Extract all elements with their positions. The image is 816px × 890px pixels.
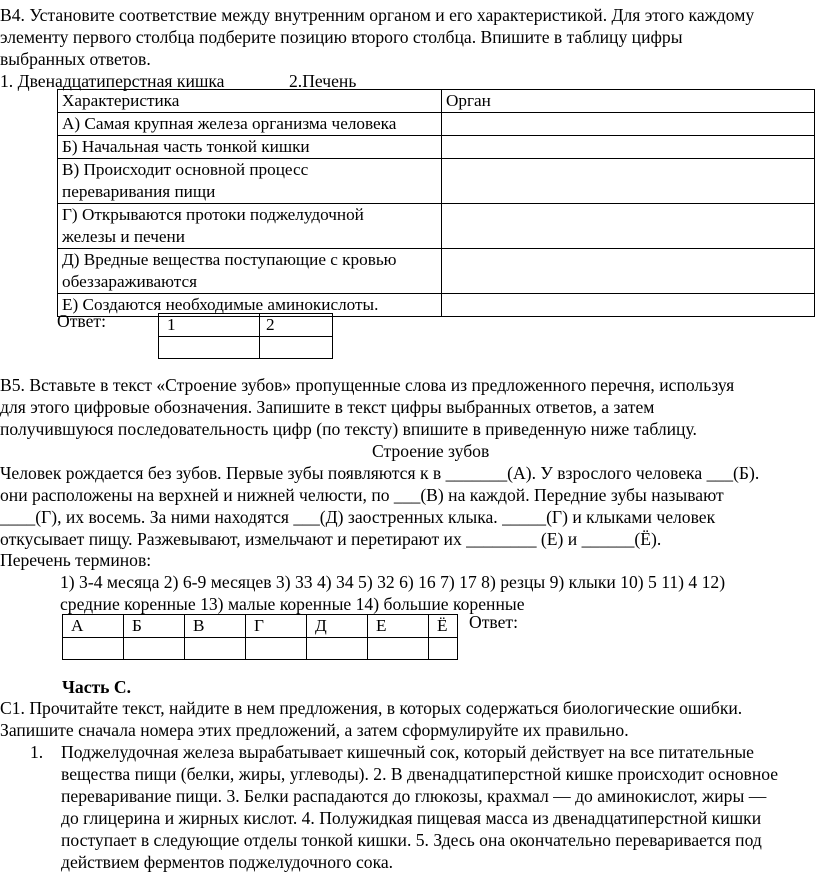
c1-line-1: С1. Прочитайте текст, найдите в нем предложения, в которых содержаться биологические ошибки. bbox=[0, 698, 743, 718]
table-row bbox=[58, 159, 815, 204]
c1-item-line-6: действием ферментов поджелудочного сока. bbox=[61, 852, 394, 872]
answer-cell[interactable] bbox=[246, 638, 307, 660]
table-row bbox=[58, 136, 815, 159]
answer-header-2: 2 bbox=[260, 314, 333, 337]
organ-answer-cell[interactable] bbox=[442, 294, 815, 317]
table-cell: Е) Создаются необходимые аминокислоты. bbox=[58, 294, 442, 317]
table-header-row bbox=[58, 90, 815, 113]
c1-item-line-2: вещества пищи (белки, жиры, углеводы). 2. В двенадцатиперстной кишке происходит основное bbox=[61, 764, 779, 784]
table-row bbox=[58, 249, 815, 294]
c1-item-line-3: переваривание пищи. 3. Белки распадаются до глюкозы, крахмал — до аминокислот, жиры — bbox=[61, 786, 767, 806]
b4-option-2: 2.Печень bbox=[289, 71, 357, 91]
table-row bbox=[58, 113, 815, 136]
answer-header-1: 1 bbox=[159, 314, 260, 337]
answer-cell[interactable] bbox=[429, 638, 458, 660]
table-cell: В) Происходит основной процесс переваривания пищи bbox=[58, 159, 442, 204]
answer-header-b: Б bbox=[124, 615, 185, 638]
table-cell: Б) Начальная часть тонкой кишки bbox=[58, 136, 442, 159]
b5-intro-line-2: для этого цифровые обозначения. Запишите в текст цифры выбранных ответов, а затем bbox=[0, 397, 655, 417]
organ-answer-cell[interactable] bbox=[442, 113, 815, 136]
b4-intro-line-3: выбранных ответов. bbox=[0, 49, 151, 69]
table-cell: Д) Вредные вещества поступающие с кровью обеззараживаются bbox=[58, 249, 442, 294]
answer-cell[interactable] bbox=[185, 638, 246, 660]
answer-cell[interactable] bbox=[307, 638, 368, 660]
answer-header-g: Г bbox=[246, 615, 307, 638]
b5-terms-line-2: средние коренные 13) малые коренные 14) большие коренные bbox=[60, 594, 525, 614]
answer-header-e: Е bbox=[368, 615, 429, 638]
organ-answer-cell[interactable] bbox=[442, 136, 815, 159]
answer-cell[interactable] bbox=[63, 638, 124, 660]
b4-answer-table bbox=[158, 313, 333, 359]
organ-answer-cell[interactable] bbox=[442, 204, 815, 249]
answer-header-a: А bbox=[63, 615, 124, 638]
table-cell: Г) Открываются протоки поджелудочной железы и печени bbox=[58, 204, 442, 249]
c1-item-line-1: Поджелудочная железа вырабатывает кишечный сок, который действует на все питательные bbox=[61, 742, 754, 762]
table-cell: А) Самая крупная железа организма человека bbox=[58, 113, 442, 136]
c1-item-number: 1. bbox=[30, 742, 44, 762]
answer-cell-1[interactable] bbox=[159, 337, 260, 359]
b5-text-line-3: ____(Г), их восемь. За ними находятся ___(Д) заостренных клыка. _____(Г) и клыками человек bbox=[0, 507, 716, 527]
table-header-characteristic: Характеристика bbox=[58, 90, 442, 113]
organ-answer-cell[interactable] bbox=[442, 159, 815, 204]
table-row bbox=[58, 204, 815, 249]
b4-match-table bbox=[57, 89, 815, 317]
answer-header-d: Д bbox=[307, 615, 368, 638]
organ-answer-cell[interactable] bbox=[442, 249, 815, 294]
answer-header-yo: Ё bbox=[429, 615, 458, 638]
c1-item-line-4: до глицерина и жирных кислот. 4. Полужидкая пищевая масса из двенадцатиперстной кишки bbox=[61, 808, 762, 828]
part-c-heading: Часть С. bbox=[62, 677, 131, 697]
b4-intro-line-1: В4. Установите соответствие между внутренним органом и его характеристикой. Для этого каждому bbox=[0, 5, 755, 25]
b5-title: Строение зубов bbox=[372, 441, 490, 461]
b4-option-1: 1. Двенадцатиперстная кишка bbox=[0, 71, 225, 91]
b5-intro-line-1: В5. Вставьте в текст «Строение зубов» пропущенные слова из предложенного перечня, используя bbox=[0, 375, 735, 395]
b5-intro-line-3: получившуюся последовательность цифр (по тексту) впишите в приведенную ниже таблицу. bbox=[0, 419, 697, 439]
c1-item-line-5: поступает в следующие отделы тонкой кишки. 5. Здесь она окончательно переваривается под bbox=[61, 830, 762, 850]
b5-answer-label: Ответ: bbox=[469, 612, 518, 632]
table-header-organ: Орган bbox=[442, 90, 815, 113]
c1-line-2: Запишите сначала номера этих предложений, а затем сформулируйте их правильно. bbox=[0, 720, 629, 740]
b5-text-line-4: откусывает пищу. Разжевывают, измельчают и перетирают их ________ (Е) и ______(Ё). bbox=[0, 529, 662, 549]
b5-text-line-1: Человек рождается без зубов. Первые зубы появляются к в _______(А). У взрослого человека ___(Б). bbox=[0, 463, 760, 483]
b4-answer-label: Ответ: bbox=[57, 311, 106, 331]
b5-answer-table bbox=[62, 614, 458, 660]
b5-text-line-2: они расположены на верхней и нижней челюсти, по ___(В) на каждой. Передние зубы называют bbox=[0, 485, 724, 505]
answer-header-v: В bbox=[185, 615, 246, 638]
answer-cell[interactable] bbox=[368, 638, 429, 660]
answer-cell-2[interactable] bbox=[260, 337, 333, 359]
b4-intro-line-2: элементу первого столбца подберите позицию второго столбца. Впишите в таблицу цифры bbox=[0, 27, 683, 47]
b5-terms-label: Перечень терминов: bbox=[0, 550, 152, 570]
b5-terms-line-1: 1) 3-4 месяца 2) 6-9 месяцев 3) 33 4) 34 5) 32 6) 16 7) 17 8) резцы 9) клыки 10) 5 11) 4 12) bbox=[60, 572, 726, 592]
answer-cell[interactable] bbox=[124, 638, 185, 660]
